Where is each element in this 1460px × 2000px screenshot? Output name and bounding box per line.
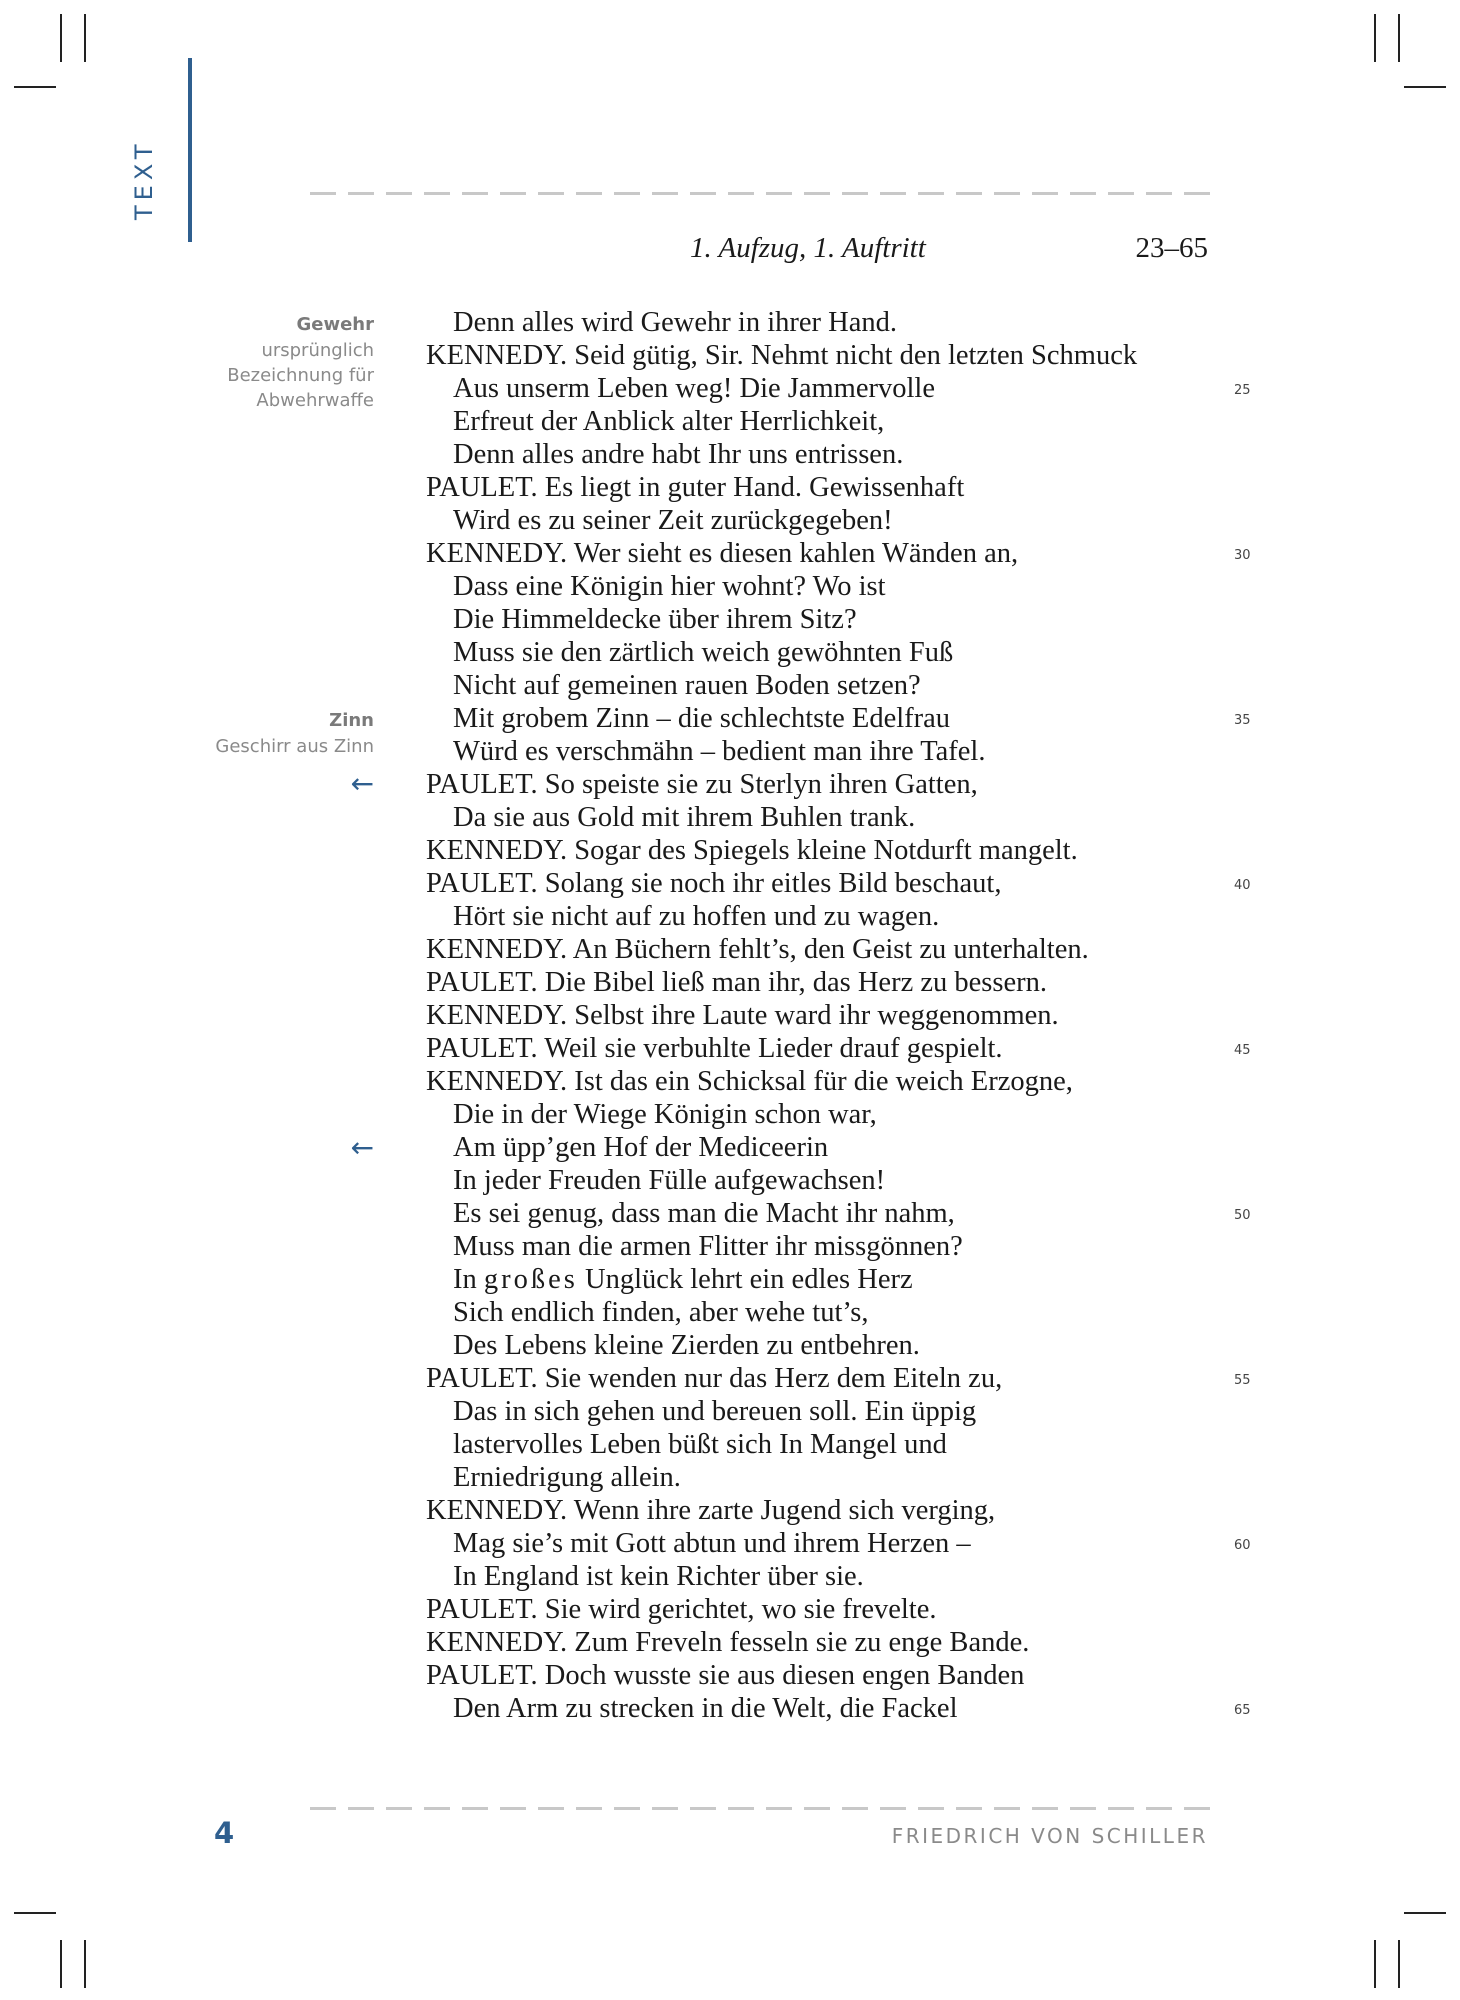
verse-line-text: Des Lebens kleine Zierden zu entbehren. [453,1330,920,1361]
verse-line [426,1626,1216,1659]
verse-line [426,438,1216,471]
note-term-zinn: Zinn [329,710,374,731]
verse-line-text: Da sie aus Gold mit ihrem Buhlen trank. [453,802,916,833]
section-title: 1. Aufzug, 1. Auftritt [690,232,926,264]
verse-line [426,603,1216,636]
verse-line [426,537,1251,570]
verse-line-text: lastervolles Leben büßt sich In Mangel und [453,1429,947,1460]
verse-line [426,1263,1216,1296]
verse-line [426,1131,1216,1164]
verse-line [426,1362,1251,1395]
verse-line [426,306,1216,339]
line-number: 40 [1234,878,1251,893]
verse-line [426,405,1216,438]
verse-line-text: Hört sie nicht auf zu hoffen und zu wagen. [453,901,940,932]
verse-line [426,702,1251,735]
verse-line-text: In jeder Freuden Fülle aufgewachsen! [453,1165,886,1196]
verse-line [426,1395,1216,1428]
verse-line [426,1659,1216,1692]
verse-line-text: PAULET. Sie wenden nur das Herz dem Eiteln zu, [426,1363,1003,1394]
verse-line [426,1692,1251,1725]
verse-line-text: Mag sie’s mit Gott abtun und ihrem Herzen – [453,1528,971,1559]
verse-line [426,735,1216,768]
crop-mark [1398,1940,1400,1988]
line-number: 50 [1234,1208,1251,1223]
crop-mark [1398,14,1400,62]
side-tab-label: TEXT [130,139,158,220]
verse-line [426,867,1251,900]
verse-line-text: PAULET. Solang sie noch ihr eitles Bild beschaut, [426,868,1002,899]
arrow-left-icon: ← [350,767,374,800]
verse-line [426,1329,1216,1362]
verse-line-text: In England ist kein Richter über sie. [453,1561,864,1592]
verse-line [426,933,1216,966]
verse-line-text: Die in der Wiege Königin schon war, [453,1099,877,1130]
note-definition-gewehr: ursprünglich Bezeichnung für Abwehrwaffe [227,340,374,411]
verse-line [426,1560,1216,1593]
verse-line-text: Den Arm zu strecken in die Welt, die Fackel [453,1693,958,1724]
verse-line [426,372,1251,405]
verse-line-text: Dass eine Königin hier wohnt? Wo ist [453,571,886,602]
verse-line-text: KENNEDY. Selbst ihre Laute ward ihr weggenommen. [426,1000,1059,1031]
verse-line [426,900,1216,933]
verse-line-text: KENNEDY. Ist das ein Schicksal für die weich Erzogne, [426,1066,1073,1097]
line-number: 65 [1234,1703,1251,1718]
crop-mark [14,1912,56,1914]
verse-line-text: In [453,1264,477,1295]
verse-line [426,966,1216,999]
line-number: 30 [1234,548,1251,563]
verse-line-text: PAULET. Weil sie verbuhlte Lieder drauf gespielt. [426,1033,1003,1064]
verse-line-text: KENNEDY. Wer sieht es diesen kahlen Wänden an, [426,538,1019,569]
note-definition-zinn: Geschirr aus Zinn [215,736,374,757]
verse-line-text: Mit grobem Zinn – die schlechtste Edelfrau [453,703,951,734]
line-number: 55 [1234,1373,1251,1388]
verse-line-text: PAULET. Sie wird gerichtet, wo sie frevelte. [426,1594,937,1625]
verse-line [426,834,1216,867]
verse-line [426,669,1216,702]
verse-line-text: KENNEDY. An Büchern fehlt’s, den Geist zu unterhalten. [426,934,1089,965]
verse-line [426,801,1216,834]
verse-line-text: KENNEDY. Zum Freveln fesseln sie zu enge Bande. [426,1627,1030,1658]
verse-line-text: Es sei genug, dass man die Macht ihr nahm, [453,1198,955,1229]
crop-mark [1404,86,1446,88]
verse-line-text: PAULET. So speiste sie zu Sterlyn ihren Gatten, [426,769,978,800]
verse-line [426,636,1216,669]
verse-line [426,768,1216,801]
crop-mark [1404,1912,1446,1914]
verse-line [426,570,1216,603]
verse-line-text: Erniedrigung allein. [453,1462,681,1493]
footer-rule [310,1807,1210,1810]
verse-line [426,1065,1216,1098]
verse-line-text: Würd es verschmähn – bedient man ihre Tafel. [453,736,986,767]
verse-line-text: Nicht auf gemeinen rauen Boden setzen? [453,670,921,701]
verse-line [426,1032,1251,1065]
line-number: 35 [1234,713,1251,728]
verse-line [426,1164,1216,1197]
verse-line [426,1527,1251,1560]
verse-line-text: Aus unserm Leben weg! Die Jammervolle [453,373,935,404]
verse-line [426,1428,1216,1461]
verse-line-text: PAULET. Es liegt in guter Hand. Gewissenhaft [426,472,965,503]
verse-line [426,1098,1216,1131]
verse-line-text: Denn alles wird Gewehr in ihrer Hand. [453,307,897,338]
crop-mark [1374,1940,1376,1988]
line-range: 23–65 [1135,232,1208,264]
verse-line [426,504,1216,537]
verse-line [426,999,1216,1032]
verse-line-text: Die Himmeldecke über ihrem Sitz? [453,604,857,635]
verse-line-text: Unglück lehrt ein edles Herz [584,1264,913,1295]
line-number: 45 [1234,1043,1251,1058]
page-number: 4 [214,1816,235,1850]
verse-line-text: KENNEDY. Wenn ihre zarte Jugend sich verging, [426,1495,996,1526]
note-term-gewehr: Gewehr [296,314,374,335]
verse-line-text: Sich endlich finden, aber wehe tut’s, [453,1297,869,1328]
verse-line-text: KENNEDY. Seid gütig, Sir. Nehmt nicht den letzten Schmuck [426,340,1138,371]
crop-mark [14,86,56,88]
margin-notes [150,0,374,2000]
verse-line-text: KENNEDY. Sogar des Spiegels kleine Notdurft mangelt. [426,835,1078,866]
line-number: 25 [1234,383,1251,398]
crop-mark [1374,14,1376,62]
verse-line-text: Am üpp’gen Hof der Mediceerin [453,1132,829,1163]
header-rule [310,192,1210,195]
verse-line [426,471,1216,504]
verse-line-text: Muss sie den zärtlich weich gewöhnten Fuß [453,637,954,668]
running-footer-author: FRIEDRICH VON SCHILLER [891,1824,1208,1848]
verse-line-text: Wird es zu seiner Zeit zurückgegeben! [453,505,893,536]
verse-line [426,1230,1216,1263]
verse-line [426,1296,1216,1329]
arrow-left-icon: ← [350,1131,374,1164]
crop-mark [84,14,86,62]
verse-emphasis: großes [483,1264,578,1295]
verse-line [426,1593,1216,1626]
verse-text [426,306,1251,1725]
verse-line [426,1494,1216,1527]
line-number: 60 [1234,1538,1251,1553]
verse-line [426,339,1216,372]
crop-mark [60,1940,62,1988]
verse-line-text: PAULET. Die Bibel ließ man ihr, das Herz zu bessern. [426,967,1047,998]
verse-line-text: Muss man die armen Flitter ihr missgönnen? [453,1231,963,1262]
crop-mark [84,1940,86,1988]
verse-line-text: Erfreut der Anblick alter Herrlichkeit, [453,406,885,437]
verse-line [426,1461,1216,1494]
verse-line-text: Das in sich gehen und bereuen soll. Ein üppig [453,1396,977,1427]
verse-line-text: Denn alles andre habt Ihr uns entrissen. [453,439,904,470]
crop-mark [60,14,62,62]
verse-line [426,1197,1251,1230]
verse-line-text: PAULET. Doch wusste sie aus diesen engen Banden [426,1660,1025,1691]
